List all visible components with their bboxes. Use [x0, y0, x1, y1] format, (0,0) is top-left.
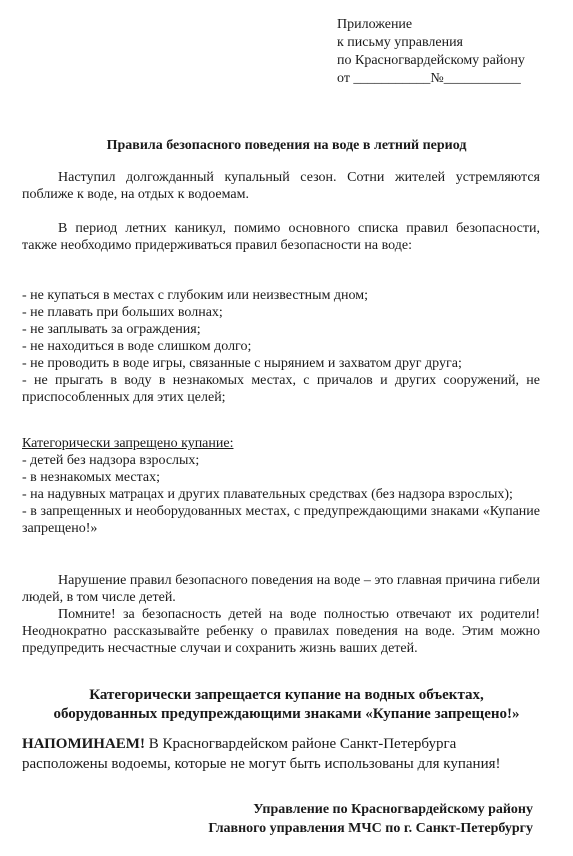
warning-line-1: Категорически запрещается купание на водных объектах, [89, 687, 484, 703]
intro-block-2 [22, 220, 540, 254]
forbidden-list [22, 435, 540, 537]
intro-paragraph-1: Наступил долгожданный купальный сезон. Сотни жителей устремляются поближе к воде, на отдых к водоемам. [22, 170, 540, 202]
signature-line-2: Главного управления МЧС по г. Санкт-Петербургу [208, 821, 533, 836]
forbidden-item: - в запрещенных и необорудованных местах, с предупреждающими знаками «Купание запрещено!» [22, 504, 540, 536]
signature-block [208, 800, 533, 838]
reminder-text: В Красногвардейском районе Санкт-Петербурга расположены водоемы, которые не могут быть использованы для купания! [22, 736, 501, 772]
intro-paragraph-2: В период летних каникул, помимо основного списка правил безопасности, также необходимо придерживаться правил безопасности на воде: [22, 221, 540, 253]
remember-paragraph: Помните! за безопасность детей на воде полностью отвечают их родители! Неоднократно рассказывайте ребенку о правилах поведения на воде. Этим можно предупредить несчастные случаи и сохранить жизнь ваших детей. [22, 607, 540, 656]
forbidden-item: - на надувных матрацах и других плавательных средствах (без надзора взрослых); [22, 487, 513, 502]
attachment-header [337, 16, 525, 88]
reminder-block [22, 734, 542, 774]
rule-item: - не прыгать в воду в незнакомых местах, с причалов и других сооружений, не приспособленных для этих целей; [22, 373, 540, 405]
rule-item: - не проводить в воде игры, связанные с нырянием и захватом друг друга; [22, 356, 462, 371]
rule-item: - не купаться в местах с глубоким или неизвестным дном; [22, 288, 369, 303]
signature-line-1: Управление по Красногвардейскому району [253, 802, 533, 817]
warning-line-2: оборудованных предупреждающими знаками «Купание запрещено!» [53, 706, 520, 722]
warning-block [0, 686, 573, 724]
document-title: Правила безопасного поведения на воде в летний период [106, 138, 467, 153]
rule-item: - не заплывать за ограждения; [22, 322, 201, 337]
attachment-line-3: по Красногвардейскому району [337, 53, 525, 68]
rule-item: - не плавать при больших волнах; [22, 305, 223, 320]
attachment-line-2: к письму управления [337, 35, 463, 50]
rule-item: - не находиться в воде слишком долго; [22, 339, 252, 354]
rules-list [22, 287, 540, 406]
forbidden-item: - в незнакомых местах; [22, 470, 161, 485]
attachment-line-1: Приложение [337, 17, 413, 32]
reminder-heading: НАПОМИНАЕМ! [22, 736, 145, 752]
attachment-line-4: от ___________№___________ [337, 71, 521, 86]
closing-block [22, 572, 540, 657]
forbidden-item: - детей без надзора взрослых; [22, 453, 200, 468]
forbidden-heading: Категорически запрещено купание: [22, 436, 234, 451]
intro-block [22, 169, 540, 203]
violation-paragraph: Нарушение правил безопасного поведения на воде – это главная причина гибели людей, в том числе детей. [22, 573, 540, 605]
